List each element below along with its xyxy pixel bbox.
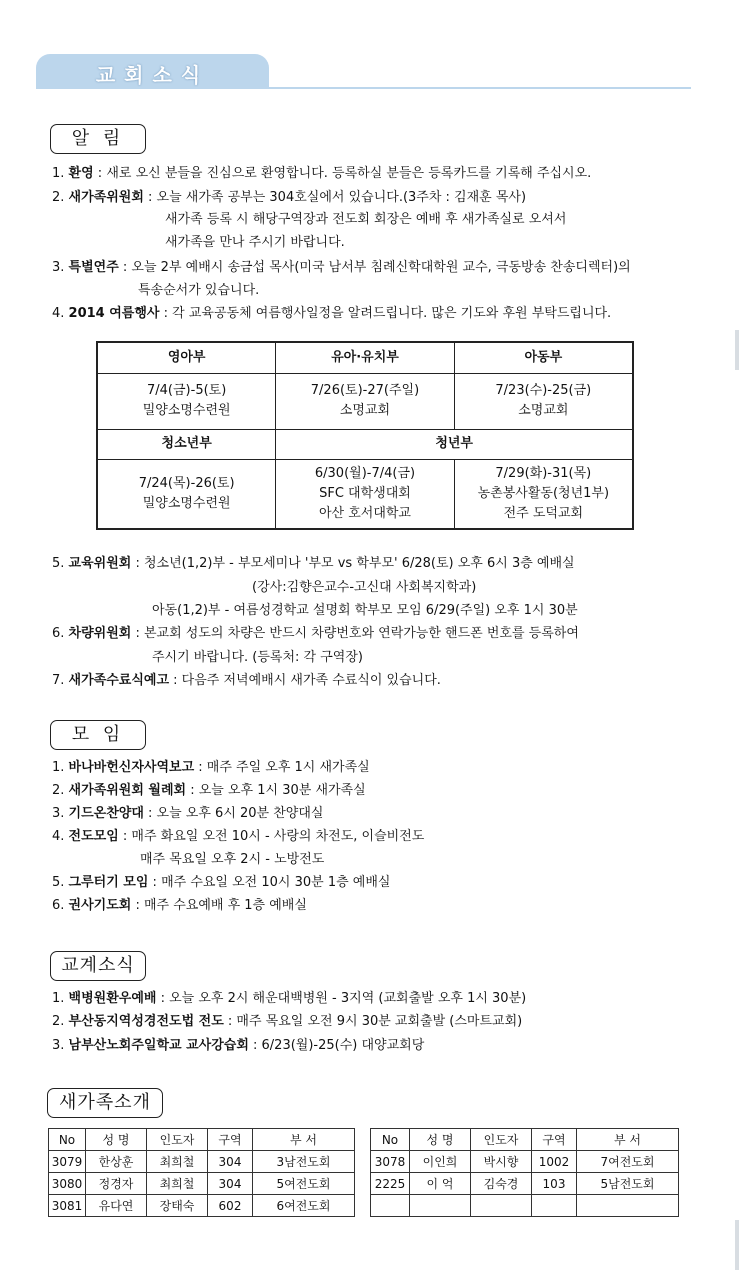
meeting-item-cont: 매주 목요일 오후 2시 - 노방전도 — [140, 852, 325, 867]
schedule-head: 청년부 — [276, 429, 633, 459]
notice-item-cont: 아동(1,2)부 - 여름성경학교 설명회 학부모 모임 6/29(주일) 오후 1시 30분 — [152, 603, 578, 618]
edge-mark — [735, 1220, 739, 1270]
notice-item-cont: 새가족을 만나 주시기 바랍니다. — [165, 235, 345, 250]
notice-item-cont: 특송순서가 있습니다. — [138, 283, 260, 298]
schedule-head: 청소년부 — [97, 429, 276, 459]
table-row — [371, 1195, 679, 1217]
page-title: 교회소식 — [95, 63, 210, 87]
denomination-item: 2. 부산동지역성경전도법 전도 : 매주 목요일 오전 9시 30분 교회출발 (스마트교회) — [52, 1014, 523, 1029]
edge-mark — [735, 330, 739, 370]
notice-item: 4. 2014 여름행사 : 각 교육공동체 여름행사일정을 알려드립니다. 많은 기도와 후원 부탁드립니다. — [52, 306, 612, 321]
table-row: 3078 이인희 박시향 1002 7여전도회 — [371, 1151, 679, 1173]
section-title-meeting: 모 임 — [50, 720, 146, 750]
notice-item: 2. 새가족위원회 : 오늘 새가족 공부는 304호실에서 있습니다.(3주차 : 김재훈 목사) — [52, 190, 527, 205]
table-row: 3081 유다연 장태숙 602 6여전도회 — [49, 1195, 355, 1217]
table-header-row: No 성 명 인도자 구역 부 서 — [49, 1129, 355, 1151]
notice-item: 5. 교육위원회 : 청소년(1,2)부 - 부모세미나 '부모 vs 학부모' 6/28(토) 오후 6시 3층 예배실 — [52, 556, 575, 571]
meeting-item: 4. 전도모임 : 매주 화요일 오전 10시 - 사랑의 차전도, 이슬비전도 — [52, 829, 425, 844]
meeting-item: 6. 권사기도회 : 매주 수요예배 후 1층 예배실 — [52, 898, 307, 913]
schedule-cell: 7/24(목)-26(토) 밀양소명수련원 — [97, 459, 276, 529]
summer-schedule-table — [96, 341, 634, 530]
meeting-item: 5. 그루터기 모임 : 매주 수요일 오전 10시 30분 1층 예배실 — [52, 875, 391, 890]
schedule-head: 영아부 — [97, 342, 276, 373]
table-header-row: No 성 명 인도자 구역 부 서 — [371, 1129, 679, 1151]
notice-item: 1. 환영 : 새로 오신 분들을 진심으로 환영합니다. 등록하실 분들은 등록카드를 기록해 주십시오. — [52, 166, 592, 181]
schedule-cell: 6/30(월)-7/4(금) SFC 대학생대회 아산 호서대학교 — [276, 459, 454, 529]
schedule-cell: 7/26(토)-27(주일) 소명교회 — [276, 373, 454, 429]
notice-item: 6. 차량위원회 : 본교회 성도의 차량은 반드시 차량번호와 연락가능한 핸드폰 번호를 등록하여 — [52, 626, 579, 641]
denomination-item: 3. 남부산노회주일학교 교사강습회 : 6/23(월)-25(수) 대양교회당 — [52, 1038, 425, 1053]
table-row: 2225 이 억 김숙경 103 5남전도회 — [371, 1173, 679, 1195]
notice-item-cont: (강사:김향은교수-고신대 사회복지학과) — [252, 580, 477, 595]
section-title-newfamily: 새가족소개 — [47, 1088, 163, 1118]
schedule-cell: 7/4(금)-5(토) 밀양소명수련원 — [97, 373, 276, 429]
schedule-cell: 7/23(수)-25(금) 소명교회 — [454, 373, 633, 429]
notice-item-cont: 새가족 등록 시 해당구역장과 전도회 회장은 예배 후 새가족실로 오셔서 — [165, 212, 567, 227]
meeting-item: 2. 새가족위원회 월례회 : 오늘 오후 1시 30분 새가족실 — [52, 783, 366, 798]
notice-item: 7. 새가족수료식예고 : 다음주 저녁예배시 새가족 수료식이 있습니다. — [52, 673, 441, 688]
meeting-item: 1. 바나바헌신자사역보고 : 매주 주일 오후 1시 새가족실 — [52, 760, 370, 775]
denomination-item: 1. 백병원환우예배 : 오늘 오후 2시 해운대백병원 - 3지역 (교회출발 오후 1시 30분) — [52, 991, 527, 1006]
header-tab — [36, 54, 269, 88]
meeting-item: 3. 기드온찬양대 : 오늘 오후 6시 20분 찬양대실 — [52, 806, 324, 821]
notice-item: 3. 특별연주 : 오늘 2부 예배시 송금섭 목사(미국 남서부 침례신학대학원 교수, 극동방송 찬송디렉터)의 — [52, 260, 631, 275]
schedule-cell: 7/29(화)-31(목) 농촌봉사활동(청년1부) 전주 도덕교회 — [454, 459, 633, 529]
newfamily-table-left — [48, 1128, 355, 1217]
schedule-head: 유아·유치부 — [276, 342, 454, 373]
notice-item-cont: 주시기 바랍니다. (등록처: 각 구역장) — [152, 650, 363, 665]
section-title-denomination: 교계소식 — [50, 951, 146, 981]
schedule-head: 아동부 — [454, 342, 633, 373]
header-rule — [36, 87, 691, 89]
table-row: 3079 한상훈 최희철 304 3남전도회 — [49, 1151, 355, 1173]
newfamily-table-right — [370, 1128, 679, 1217]
table-row: 3080 정경자 최희철 304 5여전도회 — [49, 1173, 355, 1195]
section-title-notice: 알 림 — [50, 124, 146, 154]
